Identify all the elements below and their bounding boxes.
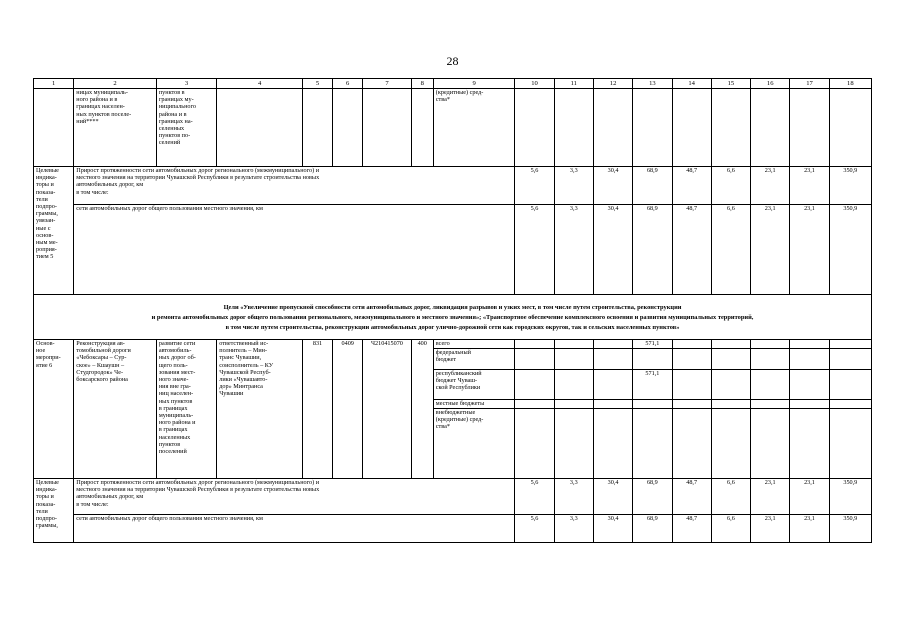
event-purpose: развитие сети автомобиль- ных дорог об- щего поль- зования мест- ного значе- ния вне гра- ниц населен- ных пунктов в границах муниципаль- ного района и в границах населенных пунктов поселений bbox=[156, 340, 216, 479]
targets-label: Целевые индика- торы и показа- тели подпро- граммы, увязан- ные с основ- ным ме- роприя- тием 5 bbox=[34, 167, 74, 295]
cell: 30,4 bbox=[593, 479, 632, 515]
indicator-text: Прирост протяженности сети автомобильных дорог регионального (межмуниципального) и местного значения на территории Чувашской Республики в результате строительства новых автомобильных дорог, км в том числе: bbox=[74, 479, 515, 515]
cell bbox=[593, 400, 632, 409]
source-label: республиканский бюджет Чуваш- ской Республики bbox=[433, 370, 515, 400]
cell: 571,1 bbox=[633, 370, 672, 400]
cell bbox=[751, 340, 790, 349]
cell: 5,6 bbox=[515, 205, 554, 295]
column-number: 18 bbox=[829, 79, 871, 89]
cell: 23,1 bbox=[751, 167, 790, 205]
cell bbox=[751, 370, 790, 400]
cell bbox=[633, 400, 672, 409]
budget-code: Ч210415070 bbox=[363, 340, 411, 479]
cell: 23,1 bbox=[790, 205, 829, 295]
cell: 30,4 bbox=[593, 515, 632, 543]
cell bbox=[593, 89, 632, 167]
event-label: Основ- ное меропри- ятие 6 bbox=[34, 340, 74, 479]
cell bbox=[751, 409, 790, 479]
cell bbox=[633, 349, 672, 370]
cell bbox=[829, 370, 871, 400]
cell: 23,1 bbox=[790, 167, 829, 205]
cell: 48,7 bbox=[672, 205, 711, 295]
cell: 23,1 bbox=[790, 515, 829, 543]
cell: 6,6 bbox=[711, 515, 750, 543]
cell bbox=[790, 370, 829, 400]
cell: 23,1 bbox=[751, 515, 790, 543]
targets-label: Целевые индика- торы и показа- тели подпро- граммы, bbox=[34, 479, 74, 543]
cell: 68,9 bbox=[633, 515, 672, 543]
column-number: 6 bbox=[333, 79, 363, 89]
cell bbox=[411, 89, 433, 167]
cell: 48,7 bbox=[672, 515, 711, 543]
table-row bbox=[34, 340, 872, 349]
cell: 5,6 bbox=[515, 479, 554, 515]
cell bbox=[751, 89, 790, 167]
cell bbox=[515, 349, 554, 370]
cell: 5,6 bbox=[515, 515, 554, 543]
cell bbox=[554, 409, 593, 479]
cell: 23,1 bbox=[751, 205, 790, 295]
goal-line: Цели «Увеличение пропускной способности сети автомобильных дорог, ликвидация разрывов и узких мест, в том числе путем строительства, реконструкции bbox=[223, 304, 682, 311]
column-number: 11 bbox=[554, 79, 593, 89]
cell bbox=[217, 89, 303, 167]
column-number: 5 bbox=[302, 79, 332, 89]
column-number: 14 bbox=[672, 79, 711, 89]
cell bbox=[593, 340, 632, 349]
cell bbox=[633, 409, 672, 479]
cell bbox=[34, 89, 74, 167]
program-table bbox=[33, 78, 872, 543]
table-row bbox=[34, 479, 872, 515]
cell bbox=[554, 340, 593, 349]
column-number: 7 bbox=[363, 79, 411, 89]
cell bbox=[593, 409, 632, 479]
cell bbox=[363, 89, 411, 167]
goal-row bbox=[34, 295, 872, 340]
cell: 48,7 bbox=[672, 167, 711, 205]
cell bbox=[790, 400, 829, 409]
cell bbox=[515, 370, 554, 400]
cell bbox=[672, 409, 711, 479]
cell bbox=[790, 349, 829, 370]
budget-code: 831 bbox=[302, 340, 332, 479]
cell bbox=[711, 89, 750, 167]
cell: 3,3 bbox=[554, 479, 593, 515]
cell bbox=[554, 400, 593, 409]
cell bbox=[829, 349, 871, 370]
column-number: 1 bbox=[34, 79, 74, 89]
cell bbox=[751, 400, 790, 409]
table-row bbox=[34, 205, 872, 295]
cell: 30,4 bbox=[593, 205, 632, 295]
column-number: 13 bbox=[633, 79, 672, 89]
table-row bbox=[34, 89, 872, 167]
cell: 68,9 bbox=[633, 479, 672, 515]
column-number-row bbox=[34, 79, 872, 89]
source-label: внебюджетные (кредитные) сред- ства* bbox=[433, 409, 515, 479]
cell: 23,1 bbox=[751, 479, 790, 515]
cell bbox=[515, 340, 554, 349]
cell bbox=[829, 409, 871, 479]
column-number: 17 bbox=[790, 79, 829, 89]
cell bbox=[302, 89, 332, 167]
cell bbox=[593, 370, 632, 400]
source-label: всего bbox=[433, 340, 515, 349]
source-label: федеральный бюджет bbox=[433, 349, 515, 370]
cell bbox=[554, 349, 593, 370]
cell: 6,6 bbox=[711, 479, 750, 515]
table-row bbox=[34, 515, 872, 543]
cell bbox=[829, 340, 871, 349]
cell: ницах муниципаль- ного района и в границах населен- ных пунктов поселе- ний**** bbox=[74, 89, 157, 167]
cell: 3,3 bbox=[554, 515, 593, 543]
cell: пунктов в границах му- ниципального района и в границах на- селенных пунктов по- селений bbox=[156, 89, 216, 167]
column-number: 8 bbox=[411, 79, 433, 89]
column-number: 4 bbox=[217, 79, 303, 89]
cell bbox=[711, 370, 750, 400]
cell: 3,3 bbox=[554, 205, 593, 295]
cell bbox=[751, 349, 790, 370]
goal-heading bbox=[34, 295, 872, 340]
cell bbox=[672, 370, 711, 400]
cell: 68,9 bbox=[633, 167, 672, 205]
cell bbox=[633, 89, 672, 167]
cell bbox=[711, 409, 750, 479]
cell: 68,9 bbox=[633, 205, 672, 295]
source-label: местные бюджеты bbox=[433, 400, 515, 409]
cell bbox=[672, 400, 711, 409]
cell bbox=[711, 400, 750, 409]
cell bbox=[829, 400, 871, 409]
cell: 5,6 bbox=[515, 167, 554, 205]
column-number: 3 bbox=[156, 79, 216, 89]
cell: 30,4 bbox=[593, 167, 632, 205]
event-name: Реконструкция ав- томобильной дороги «Чебоксары – Сур- ское» – Кшаушн – Студгородок» Че- боксарского района bbox=[74, 340, 157, 479]
cell bbox=[333, 89, 363, 167]
indicator-text: Прирост протяженности сети автомобильных дорог регионального (межмуниципального) и местного значения на территории Чувашской Республики в результате строительства новых автомобильных дорог, км в том числе: bbox=[74, 167, 515, 205]
cell: 3,3 bbox=[554, 167, 593, 205]
cell: 571,1 bbox=[633, 340, 672, 349]
budget-code: 0409 bbox=[333, 340, 363, 479]
goal-line: в том числе путем строительства, реконструкции автомобильных дорог улично-дорожной сети как городских округов, так и сельских населенных пунктов» bbox=[225, 324, 680, 331]
cell: 350,9 bbox=[829, 167, 871, 205]
indicator-text: сети автомобильных дорог общего пользования местного значения, км bbox=[74, 515, 515, 543]
goal-line: и ремонта автомобильных дорог общего пользования регионального, межмуниципального и местного значения»; «Транспортное обеспечение комплексного освоения и развития муниципальных территорий, bbox=[151, 314, 754, 321]
column-number: 15 bbox=[711, 79, 750, 89]
cell bbox=[554, 89, 593, 167]
cell bbox=[515, 89, 554, 167]
cell bbox=[515, 409, 554, 479]
event-executor: ответственный ис- полнитель – Мин- транс Чувашии, соисполнитель – КУ Чувашской Респуб- лики «Чувашавто- дор» Минтранса Чувашии bbox=[217, 340, 303, 479]
cell: 23,1 bbox=[790, 479, 829, 515]
cell bbox=[672, 89, 711, 167]
column-number: 16 bbox=[751, 79, 790, 89]
indicator-text: сети автомобильных дорог общего пользования местного значения, км bbox=[74, 205, 515, 295]
cell: (кредитные) сред- ства* bbox=[433, 89, 515, 167]
cell: 350,9 bbox=[829, 479, 871, 515]
page-number: 28 bbox=[446, 54, 459, 68]
cell: 350,9 bbox=[829, 205, 871, 295]
cell bbox=[515, 400, 554, 409]
cell: 6,6 bbox=[711, 205, 750, 295]
cell bbox=[829, 89, 871, 167]
column-number: 2 bbox=[74, 79, 157, 89]
column-number: 9 bbox=[433, 79, 515, 89]
cell bbox=[672, 340, 711, 349]
table-row bbox=[34, 167, 872, 205]
column-number: 12 bbox=[593, 79, 632, 89]
cell: 350,9 bbox=[829, 515, 871, 543]
cell bbox=[593, 349, 632, 370]
cell bbox=[790, 89, 829, 167]
cell: 48,7 bbox=[672, 479, 711, 515]
cell bbox=[790, 340, 829, 349]
budget-code: 400 bbox=[411, 340, 433, 479]
cell bbox=[790, 409, 829, 479]
cell bbox=[554, 370, 593, 400]
cell bbox=[711, 349, 750, 370]
cell: 6,6 bbox=[711, 167, 750, 205]
column-number: 10 bbox=[515, 79, 554, 89]
cell bbox=[711, 340, 750, 349]
cell bbox=[672, 349, 711, 370]
